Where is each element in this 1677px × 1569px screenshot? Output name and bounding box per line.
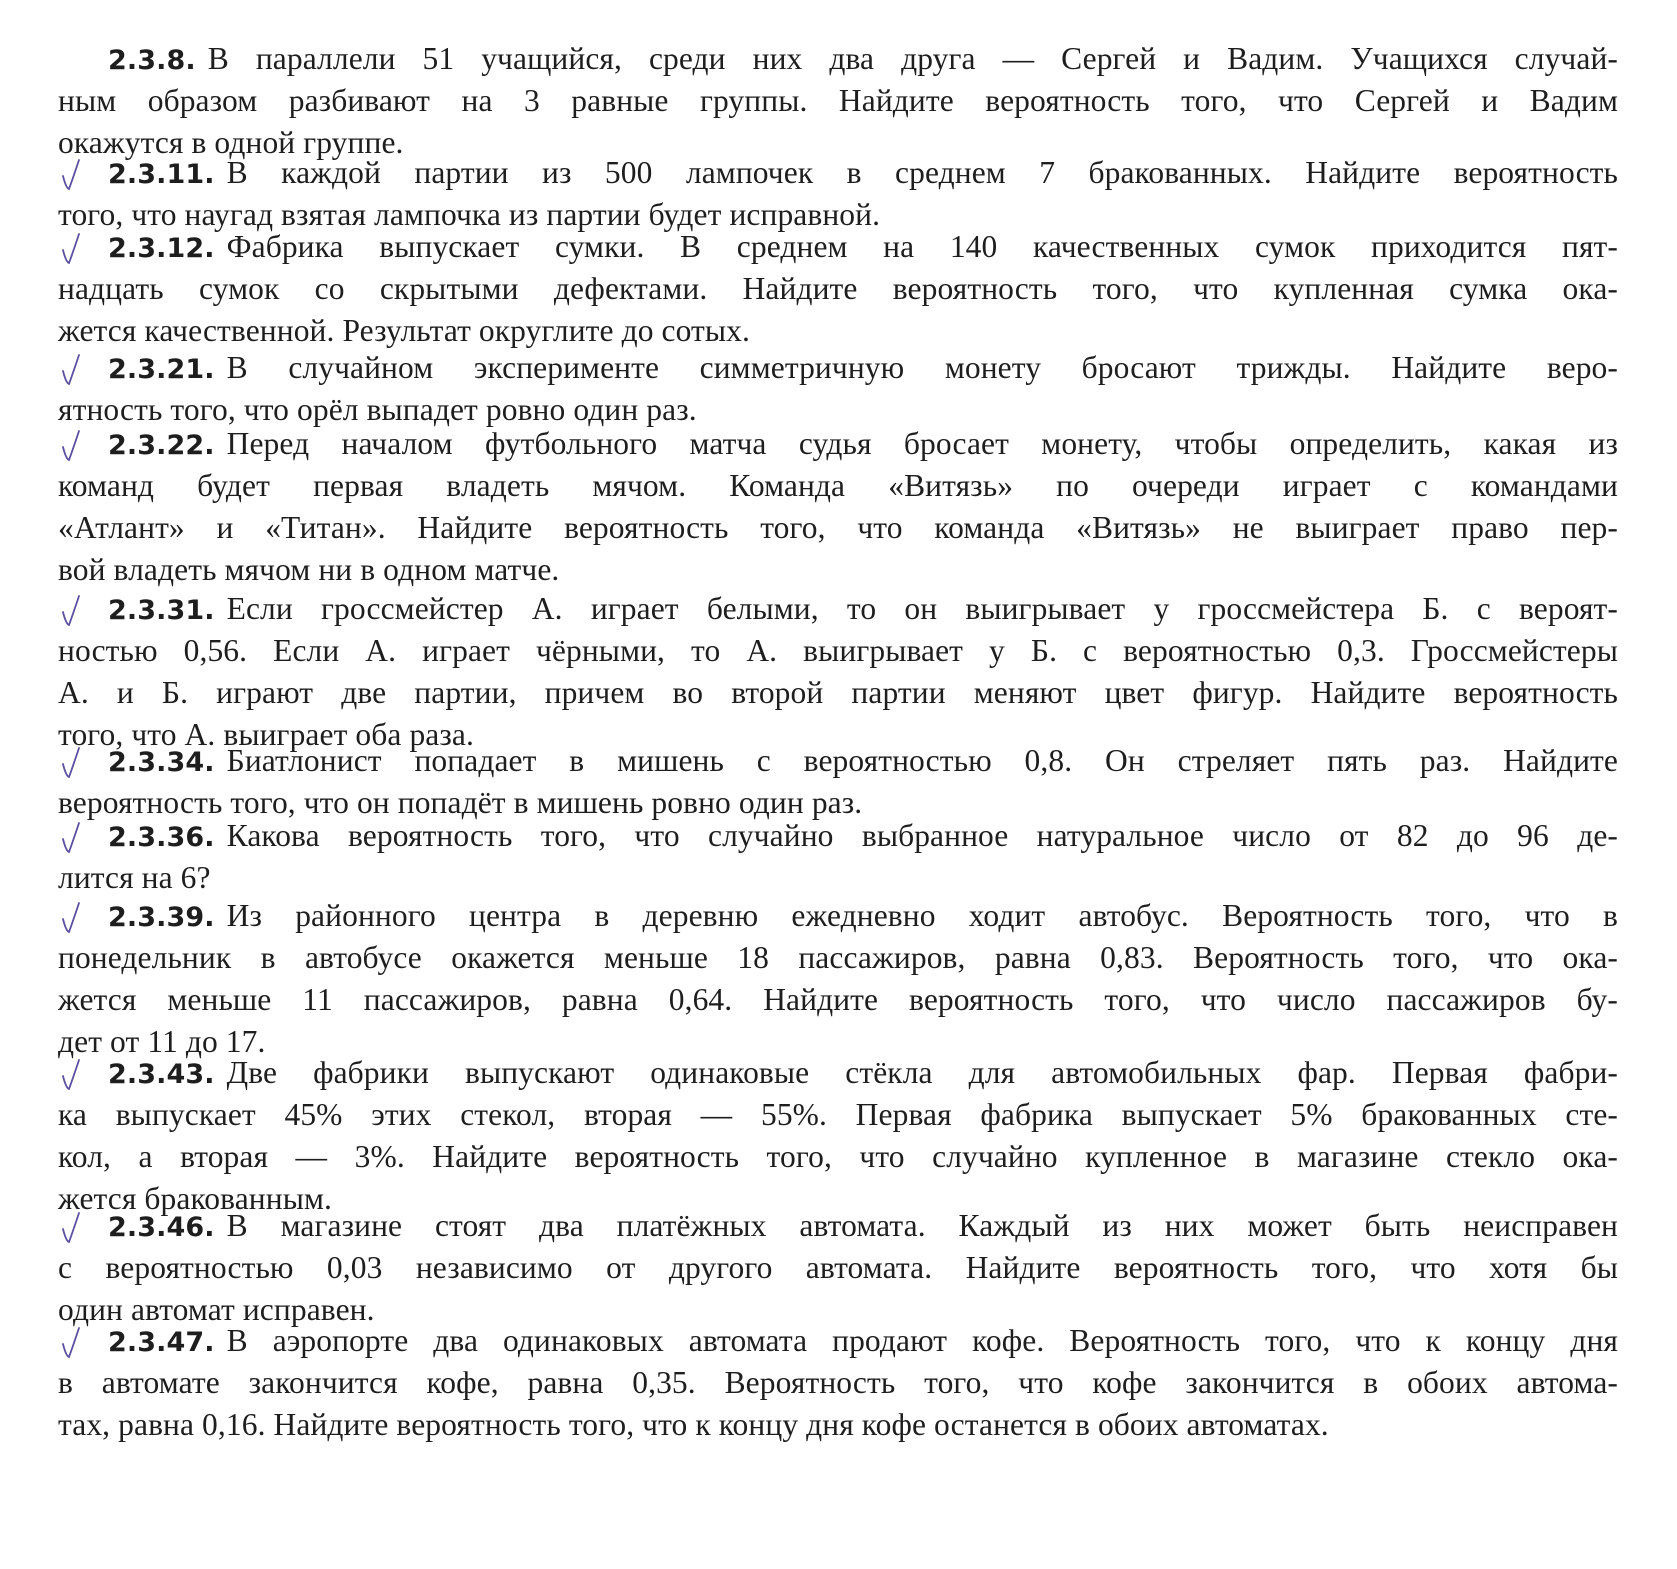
problem-text: того, что А. выиграет оба раза. [58,717,474,752]
problem-text-line [58,1362,1618,1404]
problem-text: вой владеть мячом ни в одном матче. [58,552,560,587]
problem-text-line [58,937,1618,979]
problem-text: «Атлант» и «Титан». Найдите вероятность того, что команда «Витязь» не выиграет право пер- [58,510,1618,545]
problem-text: ностью 0,56. Если А. играет чёрными, то А. выигрывает у Б. с вероятностью 0,3. Гроссмейстеры [58,633,1618,668]
problem-text-line [58,80,1618,122]
handwritten-check-icon [60,821,82,855]
handwritten-check-icon [60,232,82,266]
problem-text-line [58,268,1618,310]
problem-2-3-34 [58,740,1618,824]
problem-text: окажутся в одной группе. [58,125,404,160]
problem-2-3-46 [58,1205,1618,1331]
problem-text-line [58,1205,1618,1247]
problem-text: В каждой партии из 500 лампочек в среднем 7 бракованных. Найдите вероятность [226,155,1618,190]
problem-text: ятность того, что орёл выпадет ровно один раз. [58,392,697,427]
problem-2-3-36 [58,815,1618,899]
handwritten-check-icon [60,901,82,935]
problem-2-3-8 [58,38,1618,164]
problem-text: в автомате закончится кофе, равна 0,35. Вероятность того, что кофе закончится в обоих автома- [58,1365,1618,1400]
problem-text-line [58,549,1618,591]
problem-text-line [58,630,1618,672]
problem-text: жется меньше 11 пассажиров, равна 0,64. Найдите вероятность того, что число пассажиров бу- [58,982,1618,1017]
problem-text-line [58,672,1618,714]
problem-text-line [58,1094,1618,1136]
problem-2-3-11 [58,152,1618,236]
problem-text-line [58,38,1618,80]
problem-number: 2.3.31. [108,595,215,626]
problem-text-line [58,1320,1618,1362]
problem-text: ка выпускает 45% этих стекол, вторая — 55%. Первая фабрика выпускает 5% бракованных сте- [58,1097,1618,1132]
problem-text: В случайном эксперименте симметричную монету бросают трижды. Найдите веро- [226,350,1618,385]
problem-text: В аэропорте два одинаковых автомата продают кофе. Вероятность того, что к концу дня [226,1323,1618,1358]
problem-text: один автомат исправен. [58,1292,375,1327]
problem-text: Если гроссмейстер А. играет белыми, то он выигрывает у гроссмейстера Б. с вероят- [226,591,1618,626]
problem-text: жется бракованным. [58,1181,332,1216]
problem-2-3-21 [58,347,1618,431]
handwritten-check-icon [60,594,82,628]
problem-text: В магазине стоят два платёжных автомата. Каждый из них может быть неисправен [226,1208,1618,1243]
problem-text-line [58,507,1618,549]
problem-number: 2.3.47. [108,1327,215,1358]
problem-text-line [58,895,1618,937]
problem-number: 2.3.46. [108,1212,215,1243]
problem-text-line [58,347,1618,389]
problem-text: Фабрика выпускает сумки. В среднем на 140 качественных сумок приходится пят- [226,229,1618,264]
problem-text-line [58,740,1618,782]
problem-2-3-43 [58,1052,1618,1220]
problem-number: 2.3.34. [108,747,215,778]
problem-text: надцать сумок со скрытыми дефектами. Найдите вероятность того, что купленная сумка ока- [58,271,1618,306]
problem-text: жется качественной. Результат округлите до сотых. [58,313,751,348]
problem-text: Из районного центра в деревню ежедневно ходит автобус. Вероятность того, что в [226,898,1618,933]
problem-2-3-39 [58,895,1618,1063]
problem-2-3-31 [58,588,1618,756]
problem-text-line [58,465,1618,507]
problem-text: Две фабрики выпускают одинаковые стёкла для автомобильных фар. Первая фабри- [226,1055,1618,1090]
problem-number: 2.3.8. [108,45,196,76]
problem-2-3-12 [58,226,1618,352]
problem-text: тах, равна 0,16. Найдите вероятность того, что к концу дня кофе останется в обоих автоматах. [58,1407,1329,1442]
problem-text: того, что наугад взятая лампочка из партии будет исправной. [58,197,881,232]
problem-text-line [58,1052,1618,1094]
problem-text-line [58,1404,1618,1446]
handwritten-check-icon [60,1058,82,1092]
problem-text-line [58,152,1618,194]
problem-text-line [58,815,1618,857]
problem-number: 2.3.11. [108,159,215,190]
problem-text: Какова вероятность того, что случайно выбранное натуральное число от 82 до 96 де- [226,818,1618,853]
problem-text: понедельник в автобусе окажется меньше 18 пассажиров, равна 0,83. Вероятность того, что ока- [58,940,1618,975]
problem-text: Биатлонист попадает в мишень с вероятностью 0,8. Он стреляет пять раз. Найдите [226,743,1618,778]
problem-2-3-47 [58,1320,1618,1446]
problem-text: вероятность того, что он попадёт в мишень ровно один раз. [58,785,863,820]
problem-text: кол, а вторая — 3%. Найдите вероятность того, что случайно купленное в магазине стекло ока- [58,1139,1618,1174]
problem-text-line [58,588,1618,630]
handwritten-check-icon [60,158,82,192]
problem-number: 2.3.22. [108,430,215,461]
problem-text: с вероятностью 0,03 независимо от другого автомата. Найдите вероятность того, что хотя бы [58,1250,1618,1285]
problem-2-3-22 [58,423,1618,591]
problem-text-line [58,423,1618,465]
problem-text-line [58,310,1618,352]
problem-text: дет от 11 до 17. [58,1024,266,1059]
problem-text-line [58,857,1618,899]
problem-text: Перед началом футбольного матча судья бросает монету, чтобы определить, какая из [226,426,1618,461]
problem-text: команд будет первая владеть мячом. Команда «Витязь» по очереди играет с командами [58,468,1618,503]
handwritten-check-icon [60,1211,82,1245]
problem-text: В параллели 51 учащийся, среди них два друга — Сергей и Вадим. Учащихся случай- [207,41,1618,76]
problem-number: 2.3.39. [108,902,215,933]
problem-text-line [58,226,1618,268]
problem-number: 2.3.21. [108,354,215,385]
handwritten-check-icon [60,1326,82,1360]
problem-text: лится на 6? [58,860,211,895]
problem-number: 2.3.43. [108,1059,215,1090]
handwritten-check-icon [60,746,82,780]
problem-text: ным образом разбивают на 3 равные группы. Найдите вероятность того, что Сергей и Вадим [58,83,1618,118]
problem-number: 2.3.12. [108,233,215,264]
problem-text-line [58,1136,1618,1178]
problem-number: 2.3.36. [108,822,215,853]
problem-text-line [58,1247,1618,1289]
problem-text: А. и Б. играют две партии, причем во второй партии меняют цвет фигур. Найдите вероятность [58,675,1618,710]
handwritten-check-icon [60,353,82,387]
problem-text-line [58,979,1618,1021]
handwritten-check-icon [60,429,82,463]
